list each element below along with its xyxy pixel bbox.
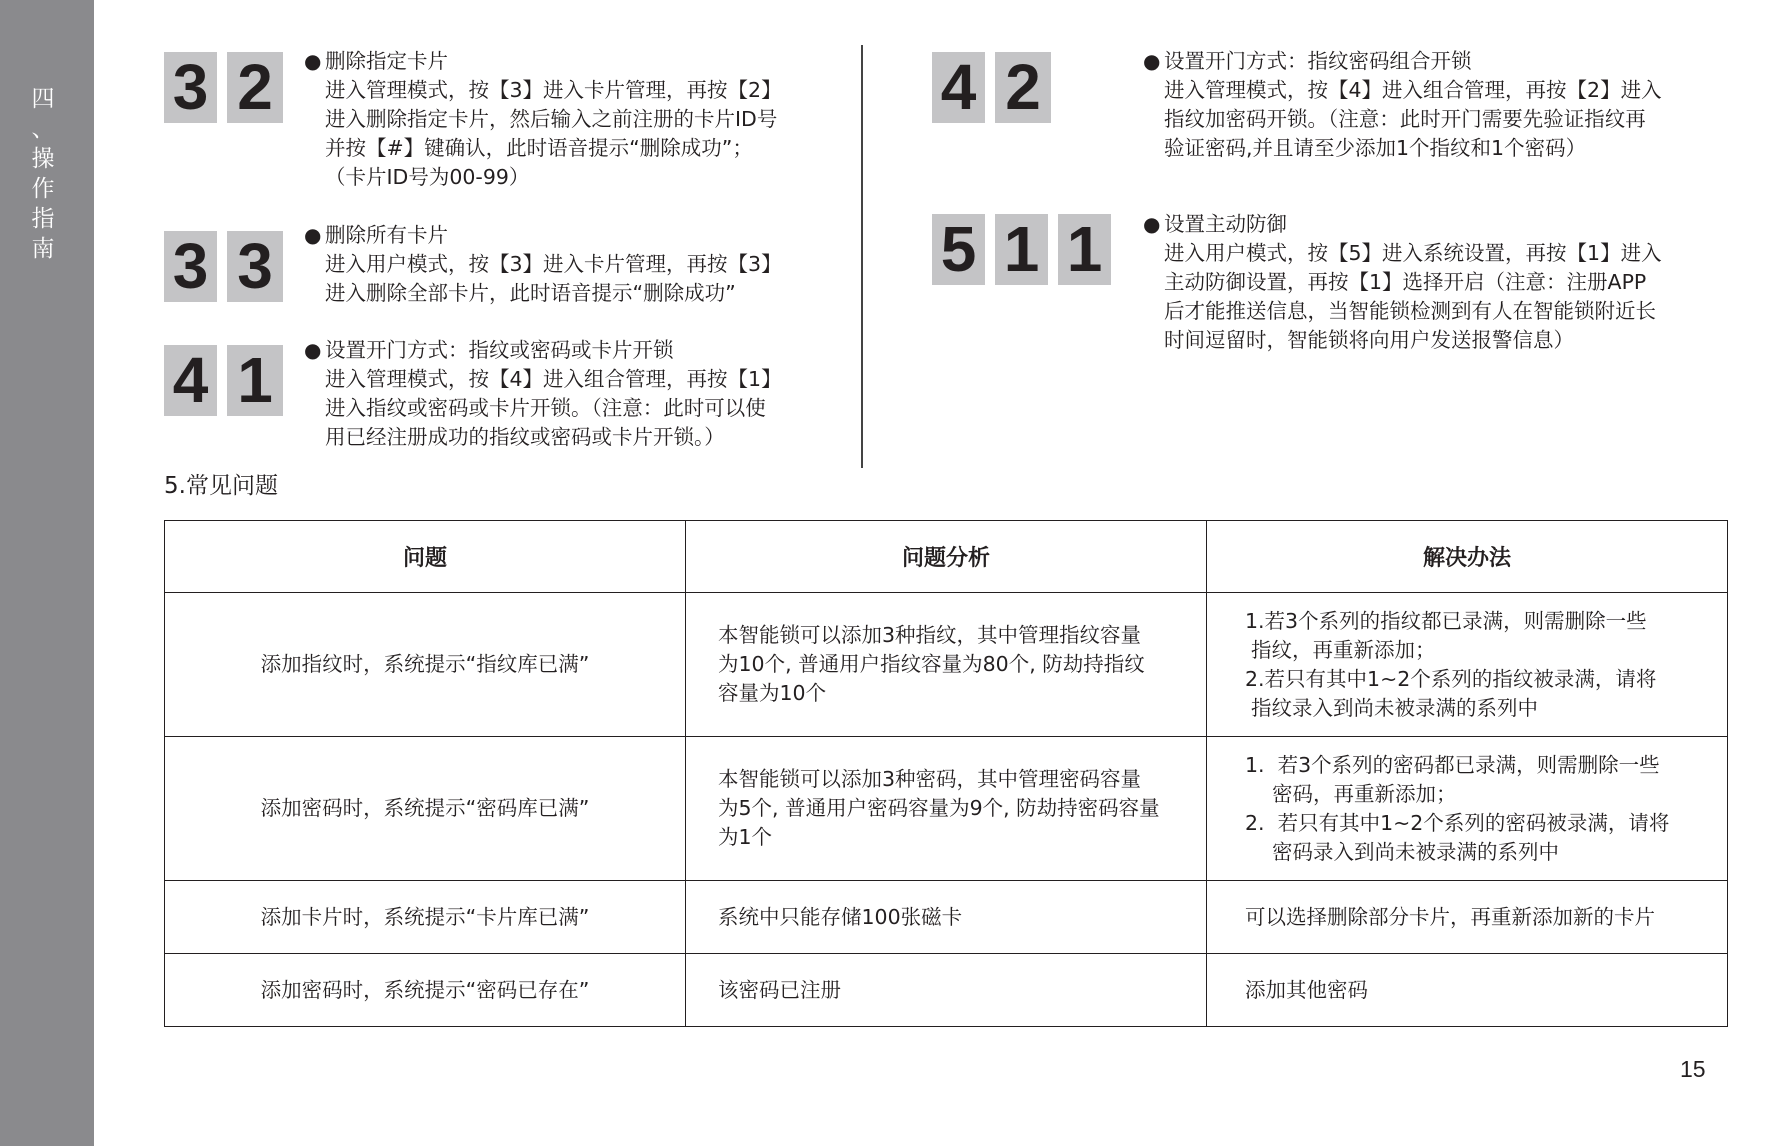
analysis-line: 该密码已注册 [718, 977, 841, 1002]
entry-line: 并按【#】键确认，此时语音提示“删除成功”； [325, 136, 753, 160]
column-header-analysis: 问题分析 [686, 521, 1207, 593]
analysis-line: 系统中只能存储100张磁卡 [718, 904, 963, 929]
question-cell: 添加密码时，系统提示“密码已存在” [165, 954, 686, 1027]
entry-line: 验证密码,并且请至少添加1个指纹和1个密码） [1164, 136, 1587, 160]
analysis-cell [686, 881, 1207, 954]
entry-title [1143, 47, 1662, 76]
column-header-question: 问题 [165, 521, 686, 593]
question-cell: 添加指纹时，系统提示“指纹库已满” [165, 593, 686, 737]
solution-line: 1. 若3个系列的密码都已录满，则需删除一些 [1245, 752, 1660, 777]
key-block: 5 [932, 214, 985, 285]
sidebar [0, 0, 94, 1146]
entry-title [304, 221, 782, 250]
solution-line: 添加其他密码 [1245, 977, 1368, 1002]
key-block: 2 [995, 52, 1051, 123]
column-divider [861, 45, 863, 468]
sidebar-char: 指 [31, 206, 55, 232]
entry-title-text: 设置开门方式：指纹或密码或卡片开锁 [325, 338, 674, 362]
key-block: 1 [1058, 214, 1111, 285]
analysis-cell [686, 593, 1207, 737]
instruction-entry-33 [304, 221, 782, 308]
entry-title [1143, 210, 1662, 239]
solution-line: 2. 若只有其中1~2个系列的密码被录满，请将 [1245, 810, 1670, 835]
solution-line: 可以选择删除部分卡片，再重新添加新的卡片 [1245, 904, 1655, 929]
key-sequence-42 [932, 52, 1051, 123]
key-block: 2 [227, 52, 283, 123]
question-cell: 添加卡片时，系统提示“卡片库已满” [165, 881, 686, 954]
key-block: 3 [227, 231, 283, 302]
analysis-line: 为1个 [718, 825, 773, 849]
entry-line: 时间逗留时，智能锁将向用户发送报警信息） [1164, 328, 1574, 352]
entry-line: 进入指纹或密码或卡片开锁。（注意：此时可以使 [325, 396, 766, 420]
solution-line: 密码，再重新添加； [1272, 781, 1457, 806]
sidebar-char: 南 [31, 236, 55, 262]
page-number: 15 [1680, 1056, 1706, 1082]
solution-line: 2.若只有其中1~2个系列的指纹被录满，请将 [1245, 666, 1657, 691]
instruction-entry-511 [1143, 210, 1662, 355]
key-sequence-41 [164, 345, 283, 416]
entry-line: 进入用户模式，按【5】进入系统设置，再按【1】进入 [1164, 241, 1662, 265]
instruction-entry-32 [304, 47, 782, 192]
entry-title [304, 336, 782, 365]
entry-line: 主动防御设置，再按【1】选择开启（注意：注册APP [1164, 270, 1647, 294]
entry-line: 进入管理模式，按【3】进入卡片管理，再按【2】 [325, 78, 782, 102]
solution-line: 1.若3个系列的指纹都已录满，则需删除一些 [1245, 608, 1647, 633]
sidebar-char: 、 [31, 116, 55, 142]
solution-line: 密码录入到尚未被录满的系列中 [1272, 839, 1559, 864]
entry-title [304, 47, 782, 76]
sidebar-char: 四 [31, 86, 55, 112]
entry-line: 进入管理模式，按【4】进入组合管理，再按【1】 [325, 367, 782, 391]
bullet-icon: ● [1143, 212, 1161, 236]
entry-line: 用已经注册成功的指纹或密码或卡片开锁。） [325, 425, 725, 449]
entry-title-text: 设置开门方式：指纹密码组合开锁 [1164, 49, 1472, 73]
faq-table [164, 520, 1728, 1027]
analysis-line: 本智能锁可以添加3种指纹，其中管理指纹容量 [718, 623, 1142, 647]
key-sequence-33 [164, 231, 283, 302]
sidebar-section-label [28, 84, 58, 264]
key-block: 1 [227, 345, 283, 416]
analysis-line: 容量为10个 [718, 681, 827, 705]
entry-line: （卡片ID号为00-99） [325, 165, 530, 189]
question-cell: 添加密码时，系统提示“密码库已满” [165, 737, 686, 881]
entry-line: 进入删除指定卡片，然后输入之前注册的卡片ID号 [325, 107, 778, 131]
entry-line: 进入管理模式，按【4】进入组合管理，再按【2】进入 [1164, 78, 1662, 102]
analysis-cell [686, 737, 1207, 881]
bullet-icon: ● [1143, 49, 1161, 73]
solution-cell [1207, 954, 1728, 1027]
bullet-icon: ● [304, 338, 322, 362]
solution-cell [1207, 881, 1728, 954]
entry-title-text: 设置主动防御 [1164, 212, 1287, 236]
key-block: 1 [995, 214, 1048, 285]
entry-line: 进入删除全部卡片，此时语音提示“删除成功” [325, 281, 736, 305]
bullet-icon: ● [304, 49, 322, 73]
key-block: 4 [932, 52, 985, 123]
entry-line: 指纹加密码开锁。（注意：此时开门需要先验证指纹再 [1164, 107, 1646, 131]
key-block: 3 [164, 52, 217, 123]
entry-line: 进入用户模式，按【3】进入卡片管理，再按【3】 [325, 252, 782, 276]
analysis-line: 本智能锁可以添加3种密码，其中管理密码容量 [718, 767, 1142, 791]
instruction-entry-42 [1143, 47, 1662, 163]
table-row [165, 954, 1728, 1027]
table-row [165, 881, 1728, 954]
key-sequence-32 [164, 52, 283, 123]
instruction-entry-41 [304, 336, 782, 452]
faq-section-title: 5.常见问题 [164, 473, 278, 499]
table-row [165, 593, 1728, 737]
key-sequence-511 [932, 214, 1111, 285]
key-block: 3 [164, 231, 217, 302]
entry-line: 后才能推送信息，当智能锁检测到有人在智能锁附近长 [1164, 299, 1656, 323]
key-block: 4 [164, 345, 217, 416]
entry-title-text: 删除所有卡片 [325, 223, 448, 247]
entry-title-text: 删除指定卡片 [325, 49, 448, 73]
sidebar-char: 作 [31, 176, 55, 202]
sidebar-char: 操 [31, 146, 55, 172]
analysis-line: 为5个, 普通用户密码容量为9个, 防劫持密码容量 [718, 796, 1160, 820]
solution-line: 指纹，再重新添加； [1251, 637, 1436, 662]
bullet-icon: ● [304, 223, 322, 247]
analysis-line: 为10个, 普通用户指纹容量为80个, 防劫持指纹 [718, 652, 1145, 676]
column-header-solution: 解决办法 [1207, 521, 1728, 593]
table-row [165, 737, 1728, 881]
solution-line: 指纹录入到尚未被录满的系列中 [1251, 695, 1538, 720]
table-header-row [165, 521, 1728, 593]
analysis-cell [686, 954, 1207, 1027]
solution-cell [1207, 593, 1728, 737]
solution-cell [1207, 737, 1728, 881]
